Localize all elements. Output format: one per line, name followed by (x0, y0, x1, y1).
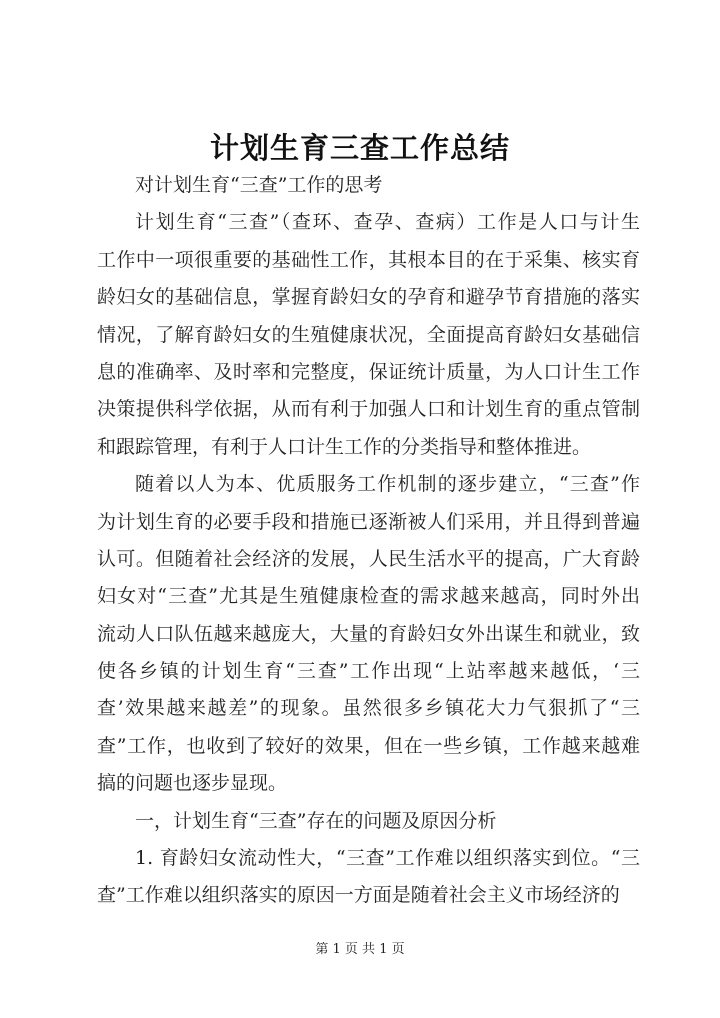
text-line: 查”工作，也收到了较好的效果，但在一些乡镇，工作越来越难 (97, 734, 640, 757)
paragraph (97, 840, 640, 915)
text-line: 工作中一项很重要的基础性工作，其根本目的在于采集、核实育 (97, 248, 640, 271)
paragraph (97, 803, 640, 840)
text-line: 搞的问题也逐步显现。 (97, 772, 288, 795)
text-line: 龄妇女的基础信息，掌握育龄妇女的孕育和避孕节育措施的落实 (97, 286, 640, 309)
text-line: 妇女对“三查”尤其是生殖健康检查的需求越来越高，同时外出 (97, 585, 640, 608)
text-line: 使各乡镇的计划生育“三查”工作出现“上站率越来越低，‘三 (97, 660, 640, 683)
text-line: 对计划生育“三查”工作的思考 (135, 174, 383, 196)
page-footer: 第 1 页 共 1 页 (315, 942, 405, 957)
paragraph (97, 204, 640, 466)
text-line: 情况，了解育龄妇女的生殖健康状况，全面提高育龄妇女基础信 (97, 323, 640, 346)
text-line: 一，计划生育“三查”存在的问题及原因分析 (135, 809, 497, 832)
document-title: 计划生育三查工作总结 (209, 131, 510, 165)
text-line: 1. 育龄妇女流动性大，“三查”工作难以组织落实到位。“三 (135, 847, 640, 870)
text-line: 查’效果越来越差”的现象。虽然很多乡镇花大力气狠抓了“三 (97, 697, 640, 720)
text-line: 息的准确率、及时率和完整度，保证统计质量，为人口计生工作 (97, 360, 640, 383)
text-line: 决策提供科学依据，从而有利于加强人口和计划生育的重点管制 (97, 398, 640, 421)
text-line: 查”工作难以组织落实的原因一方面是随着社会主义市场经济的 (97, 884, 620, 907)
paragraph (97, 167, 640, 204)
paragraph (97, 466, 640, 803)
text-line: 计划生育“三查”（查环、查孕、查病）工作是人口与计生 (135, 211, 640, 234)
document-body (97, 167, 640, 915)
text-line: 随着以人为本、优质服务工作机制的逐步建立，“三查”作 (135, 473, 640, 496)
text-line: 认可。但随着社会经济的发展，人民生活水平的提高，广大育龄 (97, 547, 640, 570)
text-line: 和跟踪管理，有利于人口计生工作的分类指导和整体推进。 (97, 435, 592, 458)
text-line: 为计划生育的必要手段和措施已逐渐被人们采用，并且得到普遍 (97, 510, 640, 533)
text-line: 流动人口队伍越来越庞大，大量的育龄妇女外出谋生和就业，致 (97, 622, 640, 645)
